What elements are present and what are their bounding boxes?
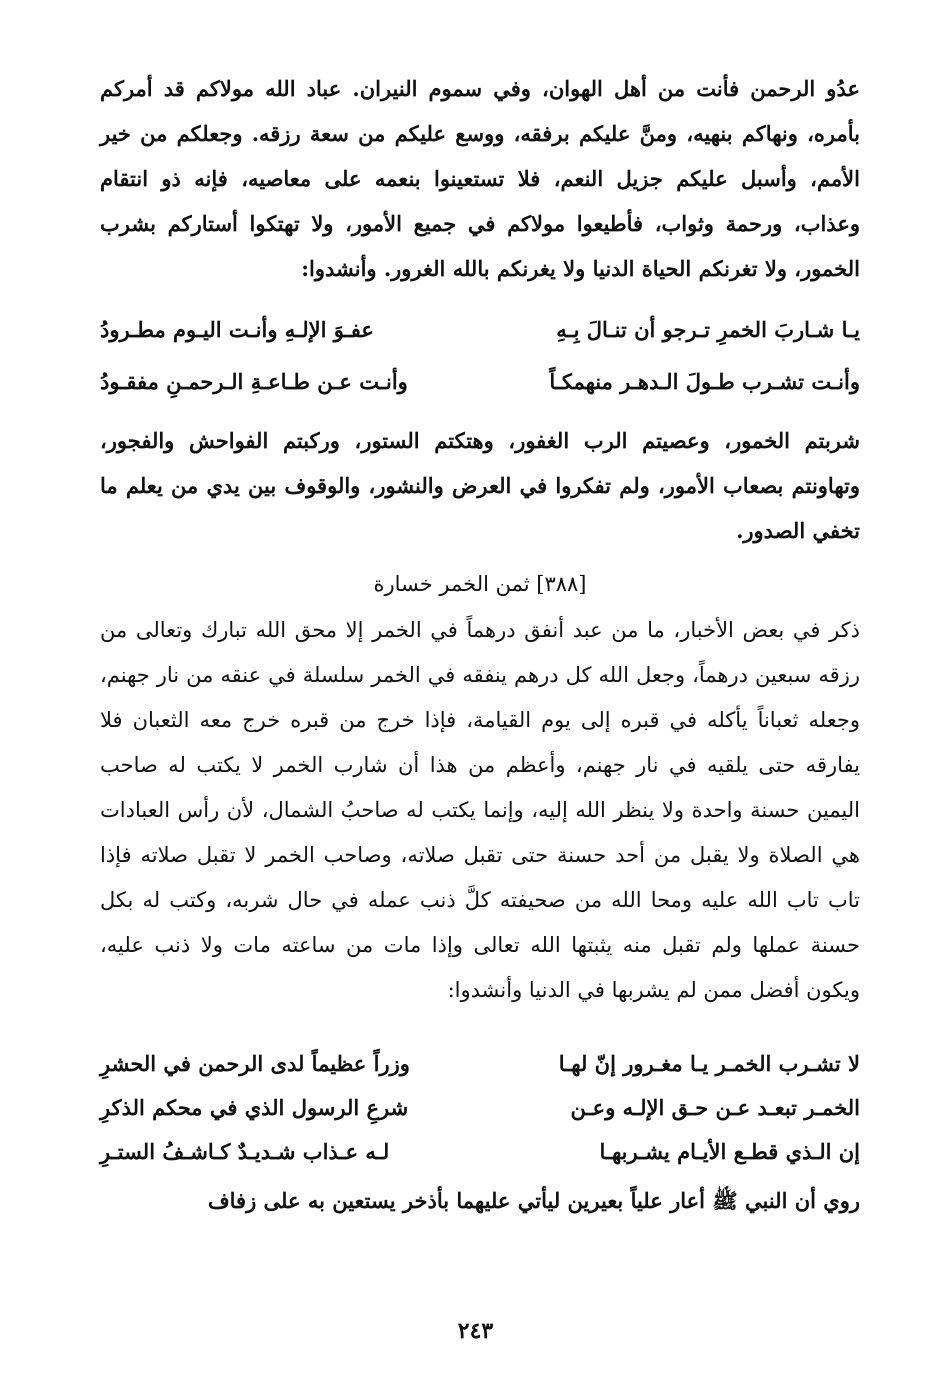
paragraph-1: عدُو الرحمن فأنت من أهل الهوان، وفي سموم النيران. عباد الله مولاكم قد أمركم بأمره، ونهاكم بنهيه، ومنَّ عليكم برفقه، ووسع عليكم من سعة رزقه. وجعلكم من خير الأمم، وأسبل عليكم جزيل النعم، فلا تستعينوا بنعمه على معاصيه، فإنه ذو انتقام وعذاب، ورحمة وثواب، فأطيعوا مولاكم في جميع الأمور، ولا تهتكوا أستاركم بشرب الخمور، ولا تغرنكم الحياة الدنيا ولا يغرنكم بالله الغرور. وأنشدوا: bbox=[100, 76, 860, 281]
poem-2-line-1 bbox=[100, 1042, 860, 1086]
paragraph-2: شربتم الخمور، وعصيتم الرب الغفور، وهتكتم الستور، وركبتم الفواحش والفجور، وتهاونتم بصعاب الأمور، ولم تفكروا في العرض والنشور، والوقوف بين يدي من يعلم ما تخفي الصدور. bbox=[100, 428, 860, 543]
poem-1-line-2-second-hemistich: وأنـت عـن طـاعـةِ الـرحمـنِ مفقـودُ bbox=[100, 369, 408, 394]
poem-2-line-2-first-hemistich: الخمـر تبعـد عـن حـق الإلـه وعـن bbox=[570, 1095, 860, 1120]
poem-1-line-2 bbox=[100, 356, 860, 408]
page-number: ٢٤٣ bbox=[457, 1318, 494, 1344]
poem-2-line-3-first-hemistich: إن الـذي قطـع الأيـام يشـربهـا bbox=[599, 1139, 860, 1164]
poem-1-line-2-first-hemistich: وأنـت تشـرب طـولَ الـدهـر منهمكـاً bbox=[549, 369, 860, 394]
poem-2-line-1-second-hemistich: وزراً عظيماً لدى الرحمن في الحشرِ bbox=[100, 1051, 410, 1076]
poem-2-line-2 bbox=[100, 1086, 860, 1130]
poem-2 bbox=[100, 1042, 860, 1174]
poem-2-line-2-second-hemistich: شرعِ الرسول الذي في محكم الذكرِ bbox=[100, 1095, 409, 1120]
poem-2-line-3 bbox=[100, 1130, 860, 1174]
poem-1 bbox=[100, 304, 860, 412]
poem-2-line-1-first-hemistich: لا تشـرب الخمـر يـا مغـرور إنّ لهـا bbox=[558, 1051, 860, 1076]
page-body bbox=[100, 66, 860, 1226]
paragraph-4: روي أن النبي ﷺ أعار علياً بعيرين ليأتي عليهما بأذخر يستعين به على زفاف bbox=[207, 1188, 860, 1213]
section-heading: [٣٨٨] ثمن الخمر خسارة bbox=[373, 572, 587, 596]
poem-1-line-1 bbox=[100, 304, 860, 356]
poem-2-line-3-second-hemistich: لـه عـذاب شـديـدٌ كـاشـفُ الستـرِ bbox=[100, 1139, 390, 1164]
paragraph-3: ذكر في بعض الأخبار، ما من عبد أنفق درهماً في الخمر إلا محق الله تبارك وتعالى من رزقه سبعين درهماً، وجعل الله كل درهم ينفقه في الخمر سلسلة في عنقه من نار جهنم، وجعله ثعباناً يأكله في قبره إلى يوم القيامة، فإذا خرج من قبره خرج معه الثعبان فلا يفارقه حتى يلقيه في نار جهنم، وأعظم من هذا أن شارب الخمر لا يكتب له صاحب اليمين حسنة واحدة ولا ينظر الله إليه، وإنما يكتب له صاحبُ الشمال، لأن رأس العبادات هي الصلاة ولا يقبل من أحد حسنة حتى تقبل صلاته، وصاحب الخمر لا تقبل صلاته فإذا تاب تاب الله عليه ومحا الله من صحيفته كلَّ ذنب عمله في حال شربه، وكتب له بكل حسنة عملها ولم تقبل منه يثبتها الله تعالى وإذا مات من ساعته مات ولا ذنب عليه، ويكون أفضل ممن لم يشربها في الدنيا وأنشدوا: bbox=[100, 618, 860, 1002]
poem-1-line-1-second-hemistich: عفـوَ الإلـهِ وأنـت اليـوم مطـرودُ bbox=[100, 317, 374, 342]
poem-1-line-1-first-hemistich: يـا شـاربَ الخمرِ تـرجو أن تنـالَ بِـهِ bbox=[556, 317, 860, 342]
